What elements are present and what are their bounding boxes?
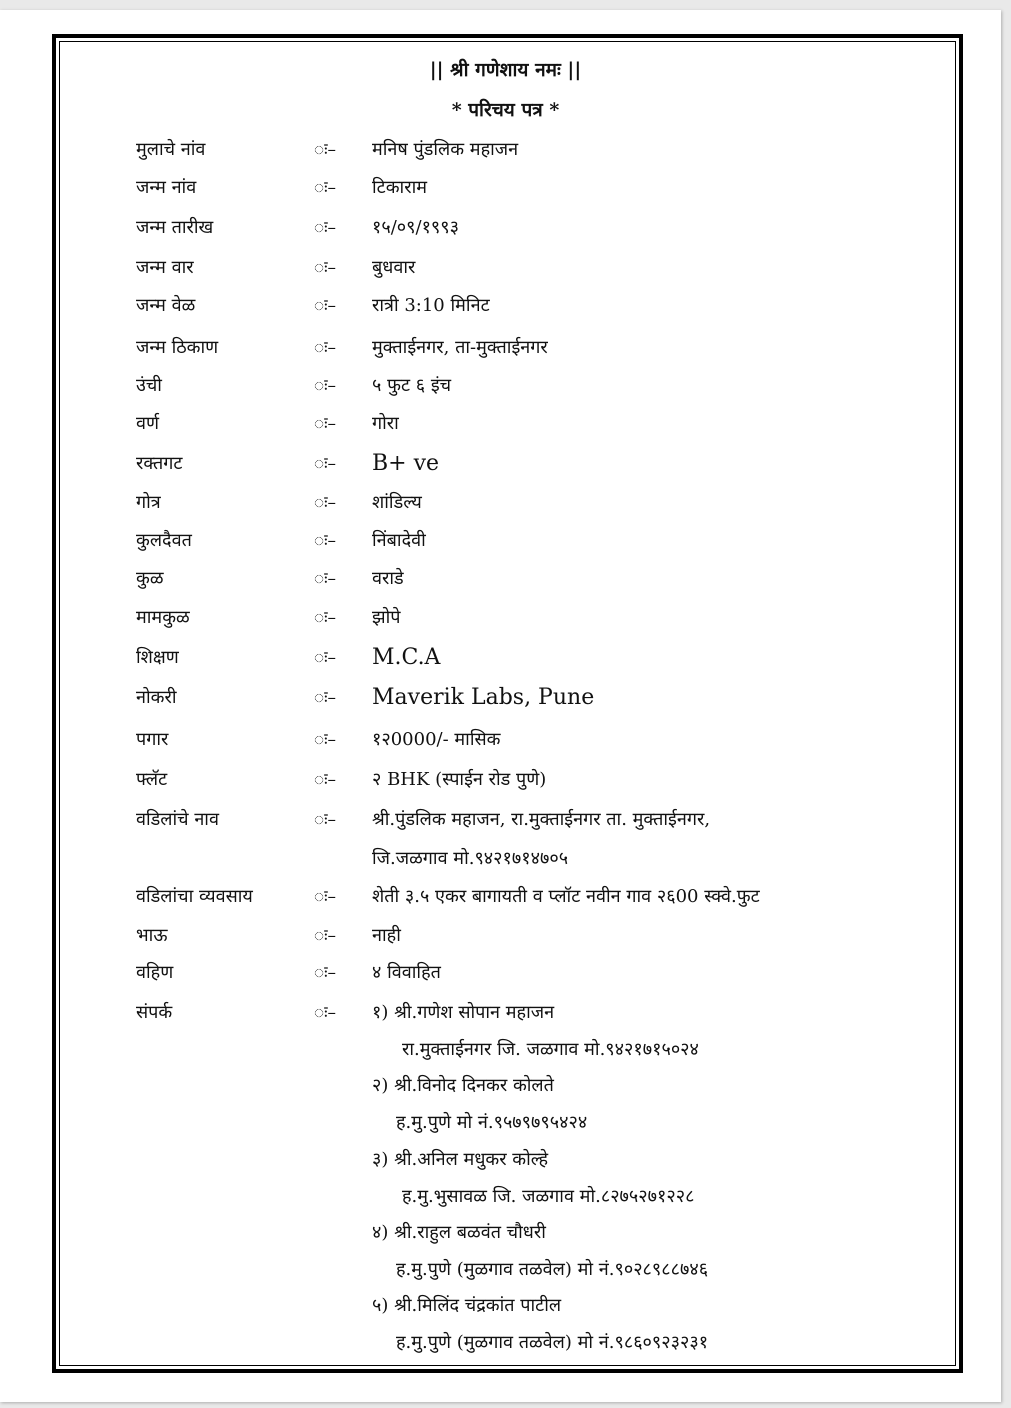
contact-line: ह.मु.पुणे (मुळगाव तळवेल) मो नं.९८६०९२३२३१	[396, 1332, 709, 1353]
detail-row	[0, 175, 1011, 207]
detail-value: १) श्री.गणेश सोपान महाजन	[372, 1002, 555, 1023]
detail-separator: ः–	[314, 338, 337, 358]
detail-label: कुळ	[136, 568, 164, 589]
detail-value: मनिष पुंडलिक महाजन	[372, 139, 519, 160]
detail-row	[0, 767, 1011, 799]
contact-line: ३) श्री.अनिल मधुकर कोल्हे	[372, 1149, 549, 1170]
contact-line: ह.मु.भुसावळ जि. जळगाव मो.८२७५२७१२२८	[402, 1186, 695, 1207]
detail-row	[0, 451, 1011, 483]
detail-value: B+ ve	[372, 451, 440, 476]
detail-row	[0, 490, 1011, 522]
detail-row	[0, 137, 1011, 169]
detail-row	[0, 215, 1011, 247]
detail-separator: ः–	[314, 493, 337, 513]
detail-label: वडिलांचा व्यवसाय	[136, 886, 253, 907]
detail-row	[0, 807, 1011, 839]
detail-separator: ः–	[314, 531, 337, 551]
detail-value: नाही	[372, 925, 401, 946]
detail-separator: ः–	[314, 770, 337, 790]
detail-label: गोत्र	[136, 492, 161, 513]
detail-separator: ः–	[314, 926, 337, 946]
invocation-heading: || श्री गणेशाय नमः ||	[429, 59, 582, 81]
contact-line: ह.मु.पुणे मो नं.९५७९७९५४२४	[396, 1112, 588, 1133]
detail-label: शिक्षण	[136, 647, 179, 668]
detail-separator: ः–	[314, 608, 337, 628]
detail-separator: ः–	[314, 376, 337, 396]
detail-row	[0, 884, 1011, 916]
detail-value: २ BHK (स्पाईन रोड पुणे)	[372, 769, 547, 790]
detail-value: M.C.A	[372, 645, 441, 670]
detail-separator: ः–	[314, 296, 337, 316]
detail-value: १५/०९/१९९३	[372, 217, 460, 238]
contact-line: ह.मु.पुणे (मुळगाव तळवेल) मो नं.९०२८९८८७४६	[396, 1259, 709, 1280]
detail-row	[0, 528, 1011, 560]
detail-row	[0, 645, 1011, 677]
detail-value: शेती ३.५ एकर बागायती व प्लॉट नवीन गाव २६00 स्क्वे.फुट	[372, 886, 760, 907]
detail-row	[0, 1000, 1011, 1032]
contact-line: २) श्री.विनोद दिनकर कोलते	[372, 1075, 554, 1096]
detail-label: वडिलांचे नाव	[136, 809, 219, 830]
detail-label: जन्म नांव	[136, 177, 197, 198]
detail-row	[0, 846, 1011, 878]
detail-separator: ः–	[314, 454, 337, 474]
detail-row	[0, 373, 1011, 405]
detail-value: टिकाराम	[372, 177, 428, 198]
detail-separator: ः–	[314, 258, 337, 278]
detail-separator: ः–	[314, 887, 337, 907]
detail-separator: ः–	[314, 1003, 337, 1023]
detail-row	[0, 605, 1011, 637]
detail-row	[0, 255, 1011, 287]
detail-label: मुलाचे नांव	[136, 139, 206, 160]
detail-value: शांडिल्य	[372, 492, 422, 513]
detail-label: पगार	[136, 729, 169, 750]
detail-separator: ः–	[314, 963, 337, 983]
detail-label: भाऊ	[136, 925, 168, 946]
detail-label: वहिण	[136, 962, 174, 983]
detail-value: Maverik Labs, Pune	[372, 685, 595, 710]
detail-value: १२0000/- मासिक	[372, 729, 501, 750]
detail-row	[0, 566, 1011, 598]
contact-line: ५) श्री.मिलिंद चंद्रकांत पाटील	[372, 1295, 562, 1316]
detail-value: जि.जळगाव मो.९४२१७१४७०५	[372, 848, 569, 869]
detail-value: गोरा	[372, 413, 399, 434]
detail-label: जन्म ठिकाण	[136, 337, 219, 358]
detail-separator: ः–	[314, 730, 337, 750]
detail-separator: ः–	[314, 414, 337, 434]
detail-label: जन्म वार	[136, 257, 194, 278]
detail-value: झोपे	[372, 607, 401, 628]
detail-value: ५ फुट ६ इंच	[372, 375, 452, 396]
detail-separator: ः–	[314, 218, 337, 238]
detail-value: बुधवार	[372, 257, 416, 278]
detail-label: वर्ण	[136, 413, 160, 434]
detail-label: जन्म वेळ	[136, 295, 196, 316]
detail-separator: ः–	[314, 810, 337, 830]
detail-row	[0, 293, 1011, 325]
detail-row	[0, 923, 1011, 955]
detail-value: श्री.पुंडलिक महाजन, रा.मुक्ताईनगर ता. मुक्ताईनगर,	[372, 809, 711, 830]
detail-row	[0, 960, 1011, 992]
detail-row	[0, 685, 1011, 717]
detail-label: नोकरी	[136, 687, 177, 708]
detail-value: रात्री 3:10 मिनिट	[372, 295, 490, 316]
detail-separator: ः–	[314, 140, 337, 160]
detail-separator: ः–	[314, 688, 337, 708]
detail-label: फ्लॅट	[136, 769, 168, 790]
contact-line: ४) श्री.राहुल बळवंत चौधरी	[372, 1222, 546, 1243]
contact-line: रा.मुक्ताईनगर जि. जळगाव मो.९४२१७१५०२४	[402, 1039, 699, 1060]
detail-label: संपर्क	[136, 1002, 173, 1023]
detail-label: मामकुळ	[136, 607, 190, 628]
detail-separator: ः–	[314, 569, 337, 589]
detail-value: निंबादेवी	[372, 530, 426, 551]
detail-row	[0, 335, 1011, 367]
detail-value: वराडे	[372, 568, 404, 589]
detail-separator: ः–	[314, 648, 337, 668]
detail-label: कुलदैवत	[136, 530, 192, 551]
document-title: * परिचय पत्र *	[451, 99, 560, 121]
detail-label: रक्तगट	[136, 453, 183, 474]
detail-value: मुक्ताईनगर, ता-मुक्ताईनगर	[372, 337, 548, 358]
detail-value: ४ विवाहित	[372, 962, 441, 983]
detail-label: जन्म तारीख	[136, 217, 214, 238]
detail-row	[0, 411, 1011, 443]
detail-separator: ः–	[314, 178, 337, 198]
detail-label: उंची	[136, 375, 162, 396]
detail-row	[0, 727, 1011, 759]
